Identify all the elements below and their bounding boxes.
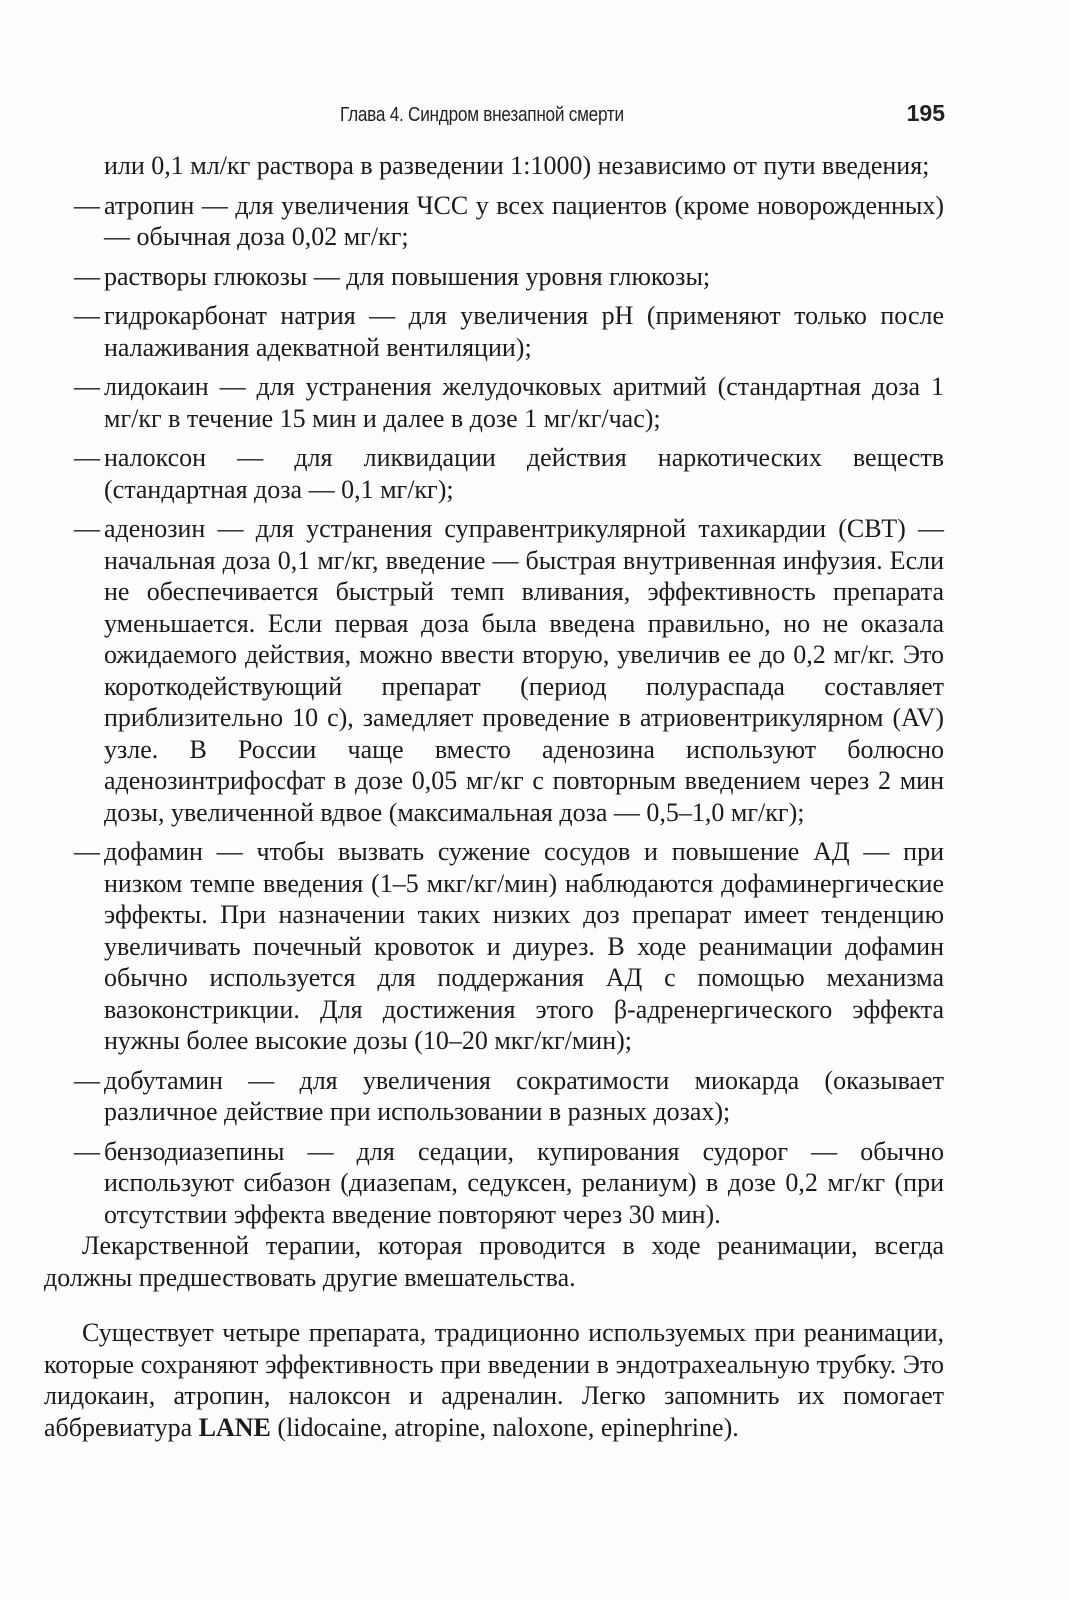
paragraph: Лекарственной терапии, которая проводится в ходе реанимации, всегда должны предшествовать другие вмешательства.: [44, 1231, 944, 1292]
list-dash: —: [74, 261, 100, 291]
drug-list: [44, 190, 944, 1231]
list-dash: —: [74, 190, 100, 220]
list-item-text: дофамин — чтобы вызвать сужение сосудов и повышение АД — при низком темпе введения (1–5 мкг/кг/мин) наблюдаются дофаминергические эффекты. При назначении таких низких доз препарат имеет тенденцию увеличивать почечный кровоток и диурез. В ходе реанимации дофамин обычно используется для поддержания АД с помощью механизма вазоконстрикции. Для достижения этого β-адренергического эффекта нужны более высокие дозы (10–20 мкг/кг/мин);: [104, 837, 944, 1055]
list-dash: —: [74, 514, 100, 543]
list-item-text: лидокаин — для устранения желудочковых аритмий (стандартная доза 1 мг/кг в течение 15 мин и далее в дозе 1 мг/кг/час);: [104, 372, 944, 433]
list-item: [44, 1065, 944, 1128]
list-item-text: гидрокарбонат натрия — для увеличения pH (применяют только после налаживания адекватной вентиляции);: [104, 301, 944, 362]
paragraph-lane: [44, 1317, 944, 1443]
list-item-text: растворы глюкозы — для повышения уровня глюкозы;: [104, 261, 711, 291]
list-item: [44, 513, 944, 828]
continuation-text: или 0,1 мл/кг раствора в разведении 1:1000) независимо от пути введения;: [104, 151, 930, 180]
paragraph-text-end: (lidocaine, atropine, naloxone, epinephrine).: [277, 1412, 739, 1442]
list-item: [44, 300, 944, 363]
paragraph-text: Существует четыре препарата, традиционно используемых при реанимации, которые сохраняют эффективность при введении в эндотрахеальную трубку. Это лидокаин, атропин, налоксон и адреналин. Легко запомнить их помогает аббревиатура: [44, 1318, 944, 1442]
list-dash: —: [74, 837, 100, 866]
list-item: [44, 190, 944, 253]
list-item: [44, 371, 944, 434]
list-dash: —: [74, 372, 100, 401]
list-item-text: аденозин — для устранения суправентрикулярной тахикардии (СВТ) — начальная доза 0,1 мг/кг, введение — быстрая внутривенная инфузия. Если не обеспечивается быстрый темп вливания, эффективность препарата уменьшается. Если первая доза была введена правильно, но не оказала ожидаемого действия, можно ввести вторую, увеличив ее до 0,2 мг/кг. Это короткодействующий препарат (период полураспада составляет приблизительно 10 с), замедляет проведение в атриовентрикулярном (AV) узле. В России чаще вместо аденозина используют болюсно аденозинтрифосфат в дозе 0,05 мг/кг с повторным введением через 2 мин дозы, увеличенной вдвое (максимальная доза — 0,5–1,0 мг/кг);: [104, 514, 944, 827]
list-item: [44, 442, 944, 505]
abbreviation: LANE: [198, 1412, 271, 1442]
list-dash: —: [74, 443, 100, 472]
list-item-text: атропин — для увеличения ЧСС у всех пациентов (кроме новорожденных) — обычная доза 0,02 мг/кг;: [104, 190, 944, 251]
list-item-text: бензодиазепины — для седации, купирования судорог — обычно используют сибазон (диазепам, седуксен, реланиум) в дозе 0,2 мг/кг (при отсутствии эффекта введение повторяют через 30 мин).: [104, 1136, 944, 1229]
list-dash: —: [74, 1065, 100, 1095]
list-item: [44, 836, 944, 1057]
list-dash: —: [74, 301, 100, 330]
running-title: Глава 4. Синдром внезапной смерти: [340, 104, 624, 126]
page-number: 195: [906, 100, 945, 126]
running-header: [340, 100, 945, 132]
list-dash: —: [74, 1136, 100, 1166]
list-item: [44, 1136, 944, 1231]
list-item-text: добутамин — для увеличения сократимости миокарда (оказывает различное действие при использовании в разных дозах);: [104, 1065, 944, 1126]
list-item: [44, 261, 944, 293]
list-item-text: налоксон — для ликвидации действия наркотических веществ (стандартная доза — 0,1 мг/кг);: [104, 443, 944, 504]
body-text: [44, 150, 944, 1443]
